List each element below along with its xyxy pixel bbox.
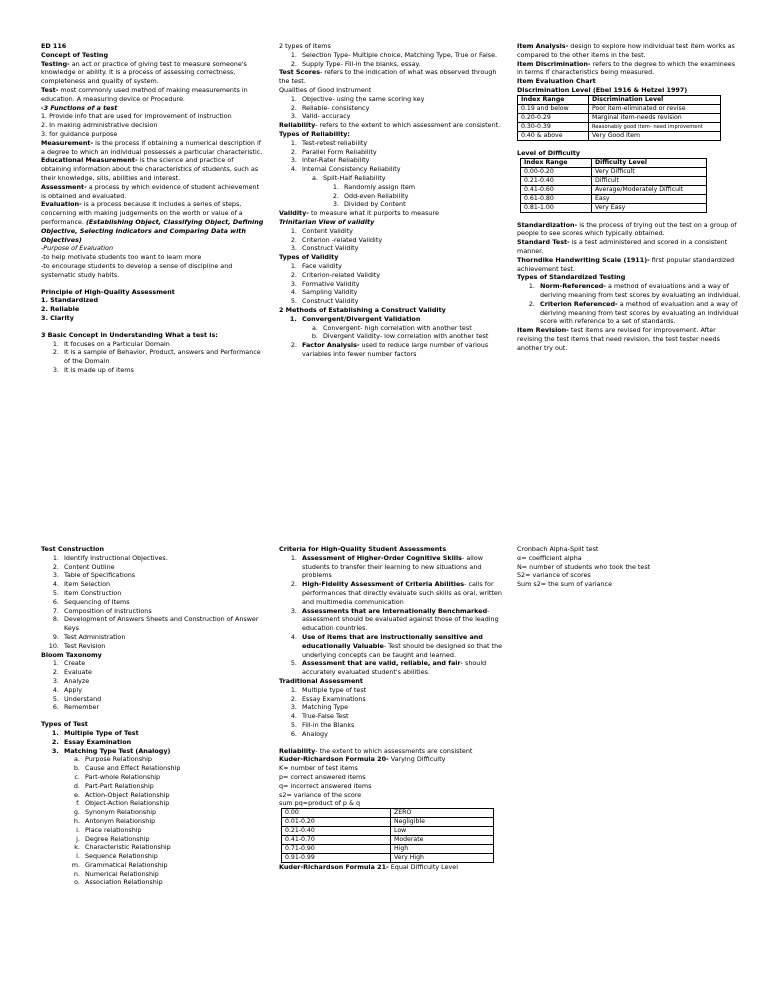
table-header-row <box>518 95 721 104</box>
kr20-heading <box>279 755 503 764</box>
list-item: 1. Randomly assign item <box>341 183 503 192</box>
list-item <box>299 580 503 606</box>
definition: Varying Difficulty <box>388 755 446 764</box>
list-item: 2. Reliable- consistency <box>299 104 503 113</box>
test-definition <box>41 86 265 104</box>
definition: is a test administered and scored in a consistent manner. <box>517 238 728 255</box>
definition: first popular standardized achievement test. <box>517 255 735 273</box>
cronbach-line: Sum s2= the sum of variance <box>517 580 613 589</box>
term: Thorndike Handwriting Scale (1911)- <box>517 255 650 264</box>
list-item <box>299 659 503 677</box>
definition: a process by which evidence of student achievement is obtained and evaluated. <box>41 182 260 200</box>
term: Assessment- <box>41 182 87 191</box>
term: Reliability <box>279 746 316 755</box>
types-validity-list <box>279 262 503 306</box>
criteria-list <box>279 554 503 677</box>
column-top-middle <box>279 42 503 359</box>
list-item: 1. Test-retest reliability <box>299 139 503 148</box>
list-item: 1. Create <box>61 659 265 668</box>
purpose-item: -to help motivate students too want to learn more <box>41 253 202 262</box>
sub-list <box>302 174 503 209</box>
list-item <box>299 165 503 209</box>
evaluation-chart-title: Item Evaluation Chart <box>517 77 596 86</box>
column-header: Discrimination Level <box>589 95 721 104</box>
list-item: 5. Fill-in the Blanks <box>299 721 503 730</box>
thorndike-definition <box>517 256 741 274</box>
item-revision-definition <box>517 326 741 352</box>
kr-line: p= correct answered items <box>279 772 366 781</box>
list-item: n. Numerical Relationship <box>82 870 265 879</box>
table-cell: 0.61-0.80 <box>521 194 592 203</box>
term: Testing- <box>41 59 70 68</box>
criteria-title: Criteria for High-Quality Student Assessments <box>279 545 447 553</box>
table-cell: Easy <box>592 194 707 203</box>
types-items-list <box>279 51 503 69</box>
table-cell: 0.19 and below <box>518 104 589 113</box>
kr-line: sum pq=product of p & q <box>279 799 361 808</box>
table-row <box>521 194 707 203</box>
types-validity-title: Types of Validity <box>279 253 339 262</box>
sub-list <box>323 183 503 209</box>
reliability-table <box>281 808 494 863</box>
table-cell: Average/Moderately Difficult <box>592 185 707 194</box>
types-test-list <box>41 729 265 887</box>
definition: - calls for performances that directly evaluate such skills as oral, written and multimedia communication <box>302 580 502 606</box>
kr-line: s2= variance of the score <box>279 790 362 799</box>
column-header: Index Range <box>518 95 589 104</box>
table-cell: Negligible <box>391 818 494 827</box>
list-item: 4. Item Selection <box>61 580 265 589</box>
list-item <box>61 747 265 888</box>
table-cell: ZERO <box>391 809 494 818</box>
term: Norm-Referenced- <box>540 282 606 291</box>
list-item: c. Part-whole Relationship <box>82 773 265 782</box>
list-item: 3. Matching Type <box>299 703 503 712</box>
basic-concept-list <box>41 340 265 375</box>
types-reliability-title: Types of Reliability: <box>279 129 350 138</box>
reliability-definition <box>279 121 503 130</box>
evaluation-definition <box>41 200 265 244</box>
term: Validity- <box>279 209 309 218</box>
list-item: 1. Multiple Type of Test <box>61 729 265 738</box>
table-row <box>282 827 494 836</box>
list-item: 1. Multiple type of test <box>299 686 503 695</box>
table-cell: Very High <box>391 854 494 863</box>
purpose-item: -to encourage students to develop a sense of discipline and systematic study habits. <box>41 261 233 279</box>
list-item: 5. Construct Validity <box>299 297 503 306</box>
column-top-right <box>517 42 741 353</box>
principle-item: 2. Reliable <box>41 305 80 314</box>
table-cell: 0.00 <box>282 809 391 818</box>
list-item <box>299 607 503 633</box>
list-item: 2. It is a sample of Behavior, Product, answers and Performance of the Domain <box>61 348 265 366</box>
table-cell: Very Difficult <box>592 167 707 176</box>
construction-title: Test Construction <box>41 545 105 553</box>
term: High-Fidelity Assessment of Criteria Abilities <box>302 580 465 589</box>
definition: - refers to the indication of what was observed through the test. <box>279 68 497 86</box>
trinitarian-title: Trinitarian View of validity <box>279 217 375 226</box>
term: Educational Measurement- <box>41 156 138 165</box>
definition: used to reduce large number of various variables into fewer number factors <box>302 341 489 358</box>
term: Test Scores <box>279 68 320 77</box>
list-item: h. Antonym Relationship <box>82 817 265 826</box>
list-item: 2. Essay Examination <box>61 738 265 747</box>
list-item: 3. Inter-Rater Reliability <box>299 156 503 165</box>
definition: an act or practice of giving test to measure someone's knowledge or ability. It is a process of assessing correctness, completeness and quality of system. <box>41 59 247 86</box>
column-bottom-right <box>517 545 741 589</box>
table-cell: 0.00-0.20 <box>521 167 592 176</box>
traditional-title: Traditional Assessment <box>279 676 363 685</box>
list-item-label: Convergent/Divergent Validation <box>302 314 421 323</box>
testing-definition <box>41 60 265 86</box>
column-bottom-middle <box>279 545 503 872</box>
table-cell: 0.91-0.99 <box>282 854 391 863</box>
definition: design to explore how individual test item works as compared to the other items in the test. <box>517 42 735 59</box>
column-header: Index Range <box>521 158 592 167</box>
list-item-label: Internal Consistency Reliability <box>302 165 401 174</box>
table-cell: 0.21-0.40 <box>282 827 391 836</box>
column-header: Difficulty Level <box>592 158 707 167</box>
list-item: 1. Objective- using the same scoring key <box>299 95 503 104</box>
types-standardized-title: Types of Standardized Testing <box>517 273 626 282</box>
table-cell: 0.30-0.39 <box>518 122 589 131</box>
list-item: 5. Understand <box>61 695 265 704</box>
list-item: l. Sequence Relationship <box>82 852 265 861</box>
list-item <box>299 633 503 659</box>
list-item: 6. Sequencing of Items <box>61 598 265 607</box>
list-item: 6. Remember <box>61 703 265 712</box>
sub-list <box>302 324 503 342</box>
list-item: 3. Analyze <box>61 677 265 686</box>
table-row <box>518 113 721 122</box>
cronbach-line: Cronbach Alpha-Spilt test <box>517 545 599 553</box>
definition: a method of evaluation and a way of deriving meaning from test scores by evaluating an individual score with reference to a set of standards. <box>540 299 739 326</box>
list-item: 2. Content Outline <box>61 563 265 572</box>
definition: - allow students to transfer their learning to new situations and problems <box>302 553 483 580</box>
table-row <box>521 185 707 194</box>
table-cell: Marginal item-needs revision <box>589 113 721 122</box>
term: Item Revision- <box>517 326 569 335</box>
types-test-title: Types of Test <box>41 720 88 729</box>
term: Item Discrimination- <box>517 59 591 68</box>
qualities-title: Qualities of Good Instrument <box>279 85 372 94</box>
definition: - assessment should be evaluated against those of the leading education countries. <box>302 606 499 633</box>
list-item: 1. Identify Instructional Objectives. <box>61 554 265 563</box>
table-cell: Reasonably good item- need improvement <box>589 122 721 131</box>
methods-list <box>279 315 503 359</box>
table-row <box>521 176 707 185</box>
list-item: f. Object-Action Relationship <box>82 799 265 808</box>
term: Assessments that are Internationally Benchmarked <box>302 606 488 615</box>
item-analysis-definition <box>517 42 741 60</box>
list-item: 3. Table of Specifications <box>61 571 265 580</box>
list-item: o. Association Relationship <box>82 878 265 887</box>
list-item-label: Split-Half Reliability <box>323 173 386 182</box>
list-item: 9. Test Administration <box>61 633 265 642</box>
term: Test- <box>41 85 59 94</box>
table-row <box>521 167 707 176</box>
difficulty-table <box>520 158 707 213</box>
list-item <box>299 554 503 580</box>
list-item: 2. Evaluate <box>61 668 265 677</box>
list-item <box>299 341 503 359</box>
term: Measurement- <box>41 138 94 147</box>
validity-definition <box>279 209 503 218</box>
concept-title: Concept of Testing <box>41 50 109 59</box>
list-item: b. Divergent Validity- low correlation with another test <box>320 332 503 341</box>
kr-line: K= number of test items <box>279 764 358 773</box>
list-item <box>299 315 503 341</box>
definition: - refers to the extent to which assessment are consistent. <box>315 121 501 130</box>
table-cell: 0.41-0.60 <box>521 185 592 194</box>
assessment-definition <box>41 183 265 201</box>
standard-test-definition <box>517 238 741 256</box>
table-header-row <box>521 158 707 167</box>
list-item: i. Place relationship <box>82 826 265 835</box>
kr-line: q= incorrect answered items <box>279 781 372 790</box>
definition: is the process of trying out the test on a group of people to see scores which typically obtained. <box>517 220 737 238</box>
list-item: d. Part-Part Relationship <box>82 782 265 791</box>
list-item <box>537 300 741 326</box>
list-item: 5. Item Construction <box>61 589 265 598</box>
list-item: 1. Face validity <box>299 262 503 271</box>
evaluation-steps: (Establishing Object, Classifying Object, Defining Objective, Selecting Indicators and Comparing Data with Objectives) <box>41 217 264 244</box>
types-items-title: 2 types of Items <box>279 42 331 50</box>
function-item: 3. for guidance purpose <box>41 129 118 138</box>
table-cell: Very Good Item <box>589 131 721 140</box>
table-cell: Very Easy <box>592 203 707 212</box>
table-cell: Poor item-eliminated or revise <box>589 104 721 113</box>
discrimination-table <box>517 95 721 141</box>
list-item: 4. Sampling Validity <box>299 288 503 297</box>
basic-concept-title: 3 Basic Concept in Understanding What a test is: <box>41 330 218 339</box>
list-item: 2. Odd-even Reliability <box>341 192 503 201</box>
methods-title: 2 Methods of Establishing a Construct Validity <box>279 305 446 314</box>
educational-measurement-definition <box>41 156 265 182</box>
standardization-definition <box>517 221 741 239</box>
list-item: 3. Divided by Content <box>341 200 503 209</box>
definition: - the extent to which assessments are consistent <box>315 746 473 755</box>
trinitarian-list <box>279 227 503 253</box>
table-cell: 0.20-0.29 <box>518 113 589 122</box>
table-cell: Moderate <box>391 836 494 845</box>
list-item: 2. Criterion-related Validity <box>299 271 503 280</box>
test-scores-definition <box>279 68 503 86</box>
definition: refers to the degree to which the examinees in terms if characteristics being measured. <box>517 59 736 77</box>
table-row <box>282 854 494 863</box>
term: Reliability <box>279 121 316 130</box>
definition: is the process if obtaining a numerical description if a degree to which an individual possesses a particular characteristic. <box>41 138 263 156</box>
table-cell: 0.21-0.40 <box>521 176 592 185</box>
table-cell: 0.01-0.20 <box>282 818 391 827</box>
table-cell: Difficult <box>592 176 707 185</box>
column-top-left <box>41 42 265 375</box>
purpose-title: -Purpose of Evaluation <box>41 244 114 253</box>
list-item: 2. Supply Type- Fill-in the blanks, essay. <box>299 60 503 69</box>
list-item: 1. Selection Type- Multiple choice, Matching Type, True or False. <box>299 51 503 60</box>
list-item-label: Matching Type Test (Analogy) <box>64 746 171 755</box>
list-item: 4. Apply <box>61 686 265 695</box>
list-item: a. Convergent- high correlation with another test <box>320 324 503 333</box>
types-standardized-list <box>517 282 741 326</box>
discrimination-level-title: Discrimination Level (Ebel 1916 & Hetzel 1997) <box>517 85 688 94</box>
table-row <box>518 104 721 113</box>
construction-list <box>41 554 265 651</box>
list-item: j. Degree Relationship <box>82 835 265 844</box>
term: Evaluation- <box>41 200 82 209</box>
list-item <box>320 174 503 209</box>
principle-title: Principle of High-Quality Assessment <box>41 287 175 296</box>
term: Assessment of Higher-Order Cognitive Skills <box>302 553 462 562</box>
principle-item: 3. Clarity <box>41 313 74 322</box>
table-row <box>282 818 494 827</box>
definition: test items are revised for improvement. After revising the test items that need revision, the test tester needs another try out. <box>517 326 720 352</box>
definition: is the science and practice of obtaining information about the characteristics of students, such as their knowledge, sills, abilities and interest. <box>41 156 259 182</box>
item-discrimination-definition <box>517 60 741 78</box>
table-cell: 0.40 & above <box>518 131 589 140</box>
list-item: b. Cause and Effect Relationship <box>82 764 265 773</box>
table-row <box>282 809 494 818</box>
course-code: ED 116 <box>41 42 67 50</box>
list-item: 10. Test Revision <box>61 642 265 651</box>
list-item: 8. Development of Answers Sheets and Construction of Answer Keys <box>61 615 265 633</box>
list-item <box>537 282 741 300</box>
definition: - should accurately evaluated student's abilities. <box>302 659 487 677</box>
table-cell: Low <box>391 827 494 836</box>
cronbach-line: α= coefficient alpha <box>517 553 582 562</box>
list-item: 2. Parallel Form Reliability <box>299 148 503 157</box>
table-row <box>518 122 721 131</box>
term: Criterion Referenced- <box>540 299 618 308</box>
list-item: e. Action-Object Relationship <box>82 791 265 800</box>
term: Factor Analysis- <box>302 341 360 350</box>
list-item: 7. Composition of Instructions <box>61 607 265 616</box>
term: Standardization- <box>517 220 578 229</box>
list-item: 2. Essay Examinations <box>299 695 503 704</box>
cronbach-line: S2= variance of scores <box>517 571 591 580</box>
list-item: 1. Content Validity <box>299 227 503 236</box>
types-reliability-list <box>279 139 503 209</box>
table-row <box>282 845 494 854</box>
table-row <box>521 203 707 212</box>
term: Use of items that are instructionally sensitive and educationally Valuable <box>302 632 483 650</box>
list-item: 3. It is made up of items <box>61 366 265 375</box>
list-item: 4. True-False Test <box>299 712 503 721</box>
definition: a method of evaluations and a way of deriving meaning from test scores by evaluating an individual. <box>540 282 741 299</box>
definition: is a process because it includes a series of steps, concerning with making judgements on the worth or value of a performance. <box>41 200 243 226</box>
definition: - Test should be designed so that the underlying concepts can be taught and learned. <box>302 641 503 659</box>
table-cell: High <box>391 845 494 854</box>
list-item: 3. Construct Validity <box>299 244 503 253</box>
list-item: 6. Analogy <box>299 730 503 739</box>
function-item: 1. Provide info that are used for improvement of instruction <box>41 112 232 121</box>
bloom-title: Bloom Taxonomy <box>41 650 102 659</box>
list-item: 2. Criterion -related Validity <box>299 236 503 245</box>
table-cell: 0.81-1.00 <box>521 203 592 212</box>
difficulty-title: Level of Difficulty <box>517 148 581 157</box>
qualities-list <box>279 95 503 121</box>
list-item: m. Grammatical Relationship <box>82 861 265 870</box>
definition: most commonly used method of making measurements in education. A measuring device or Procedure. <box>41 85 248 103</box>
bloom-list <box>41 659 265 712</box>
list-item: 1. It focuses on a Particular Domain <box>61 340 265 349</box>
cronbach-line: N= number of students who took the test <box>517 562 651 571</box>
kr21-heading <box>279 863 503 872</box>
traditional-list <box>279 686 503 739</box>
analogy-list <box>64 755 265 887</box>
term: Item Analysis- <box>517 42 569 50</box>
definition: to measure what it purports to measure <box>308 209 439 218</box>
list-item: g. Synonym Relationship <box>82 808 265 817</box>
column-bottom-left <box>41 545 265 887</box>
list-item: a. Purpose Relationship <box>82 755 265 764</box>
reliability-definition <box>279 747 503 756</box>
term: Assessment that are valid, reliable, and fair <box>302 659 461 668</box>
table-row <box>282 836 494 845</box>
list-item: k. Characteristic Relationship <box>82 843 265 852</box>
list-item: 3. Valid- accuracy <box>299 112 503 121</box>
term: Kuder-Richardson Formula 20- <box>279 755 389 764</box>
principle-item: 1. Standardized <box>41 296 99 305</box>
table-row <box>518 131 721 140</box>
measurement-definition <box>41 139 265 157</box>
term: Kuder-Richardson Formula 21- <box>279 863 389 872</box>
function-item: 2. In making administrative decision <box>41 121 158 130</box>
list-item: 3. Formative Validity <box>299 280 503 289</box>
table-cell: 0.71-0.90 <box>282 845 391 854</box>
term: Standard Test- <box>517 238 570 247</box>
definition: Equal Difficulty Level <box>388 863 459 872</box>
functions-title: -3 Functions of a test <box>41 103 118 112</box>
table-cell: 0.41-0.70 <box>282 836 391 845</box>
